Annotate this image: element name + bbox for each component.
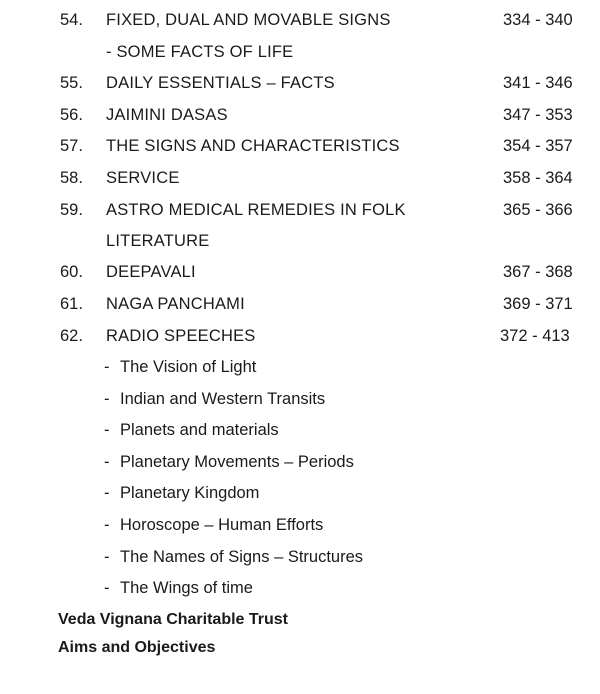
entry-number: 55. [60, 74, 83, 92]
entry-number: 59. [60, 201, 83, 219]
aims-heading-row [0, 636, 600, 660]
entry-pages: 354 - 357 [503, 137, 573, 155]
radio-item [0, 576, 600, 600]
radio-item-label: Planets and materials [120, 421, 279, 439]
radio-item-label: Planetary Movements – Periods [120, 453, 354, 471]
bullet-dash: - [104, 453, 110, 471]
entry-title: FIXED, DUAL AND MOVABLE SIGNS [106, 11, 391, 29]
radio-item [0, 418, 600, 442]
trust-heading-row [0, 608, 600, 632]
radio-item [0, 355, 600, 379]
radio-item [0, 387, 600, 411]
entry-title-continuation: LITERATURE [106, 232, 210, 250]
entry-title: DEEPAVALI [106, 263, 196, 281]
entry-title-continuation: - SOME FACTS OF LIFE [106, 43, 294, 61]
bullet-dash: - [104, 358, 110, 376]
radio-item-label: Planetary Kingdom [120, 484, 260, 502]
toc-entry-57 [0, 134, 600, 158]
entry-title: DAILY ESSENTIALS – FACTS [106, 74, 335, 92]
bullet-dash: - [104, 421, 110, 439]
entry-title: THE SIGNS AND CHARACTERISTICS [106, 137, 400, 155]
toc-entry-62 [0, 324, 600, 348]
radio-item-label: The Wings of time [120, 579, 253, 597]
entry-title: SERVICE [106, 169, 180, 187]
entry-pages: 347 - 353 [503, 106, 573, 124]
radio-item-label: The Vision of Light [120, 358, 257, 376]
toc-entry-59 [0, 198, 600, 222]
entry-pages: 369 - 371 [503, 295, 573, 313]
entry-title: RADIO SPEECHES [106, 327, 256, 345]
radio-item [0, 450, 600, 474]
entry-pages: 358 - 364 [503, 169, 573, 187]
toc-entry-54-continuation [0, 40, 600, 64]
entry-title: NAGA PANCHAMI [106, 295, 245, 313]
toc-entry-59-continuation [0, 229, 600, 253]
trust-heading: Veda Vignana Charitable Trust [58, 611, 288, 628]
toc-entry-58 [0, 166, 600, 190]
radio-item [0, 545, 600, 569]
entry-title: JAIMINI DASAS [106, 106, 228, 124]
bullet-dash: - [104, 484, 110, 502]
radio-item-label: Indian and Western Transits [120, 390, 326, 408]
radio-item-label: The Names of Signs – Structures [120, 548, 364, 566]
entry-number: 57. [60, 137, 83, 155]
entry-number: 56. [60, 106, 83, 124]
toc-entry-56 [0, 103, 600, 127]
bullet-dash: - [104, 579, 110, 597]
radio-item [0, 481, 600, 505]
entry-number: 62. [60, 327, 83, 345]
toc-entry-60 [0, 260, 600, 284]
toc-entry-55 [0, 71, 600, 95]
entry-title: ASTRO MEDICAL REMEDIES IN FOLK [106, 201, 406, 219]
radio-item-label: Horoscope – Human Efforts [120, 516, 324, 534]
entry-number: 58. [60, 169, 83, 187]
toc-entry-54 [0, 8, 600, 32]
entry-number: 60. [60, 263, 83, 281]
entry-pages: 334 - 340 [503, 11, 573, 29]
bullet-dash: - [104, 390, 110, 408]
bullet-dash: - [104, 516, 110, 534]
aims-heading: Aims and Objectives [58, 639, 216, 656]
entry-pages: 365 - 366 [503, 201, 573, 219]
entry-pages: 367 - 368 [503, 263, 573, 281]
entry-pages: 372 - 413 [500, 327, 570, 345]
entry-number: 61. [60, 295, 83, 313]
bullet-dash: - [104, 548, 110, 566]
toc-entry-61 [0, 292, 600, 316]
entry-pages: 341 - 346 [503, 74, 573, 92]
radio-item [0, 513, 600, 537]
entry-number: 54. [60, 11, 83, 29]
